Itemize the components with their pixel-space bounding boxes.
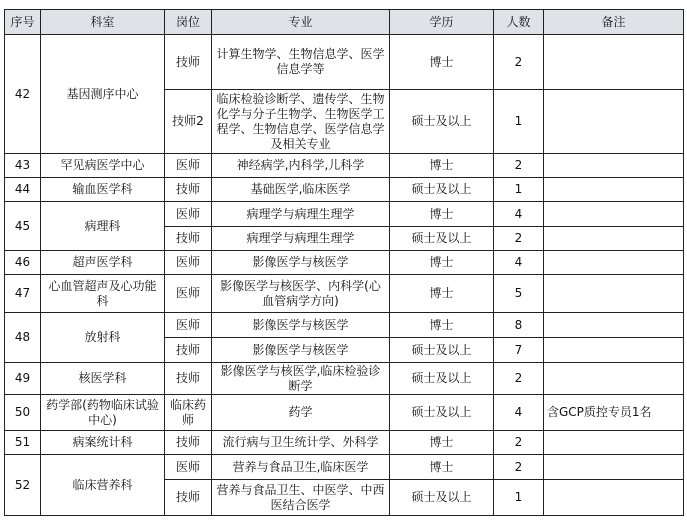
table-row <box>5 313 684 338</box>
major-cell: 影像医学与核医学,临床检验诊断学 <box>212 363 390 395</box>
post-cell: 医师 <box>165 275 212 313</box>
count-cell: 1 <box>494 90 544 154</box>
table-row <box>5 202 684 227</box>
edu-cell: 博士 <box>390 251 494 275</box>
header-post: 岗位 <box>165 10 212 35</box>
edu-cell: 博士 <box>390 455 494 480</box>
major-cell: 药学 <box>212 395 390 431</box>
count-cell: 4 <box>494 202 544 227</box>
count-cell: 2 <box>494 431 544 455</box>
major-cell: 基础医学,临床医学 <box>212 178 390 202</box>
count-cell: 1 <box>494 480 544 516</box>
dept-cell: 病案统计科 <box>41 431 165 455</box>
header-edu: 学历 <box>390 10 494 35</box>
count-cell: 2 <box>494 154 544 178</box>
dept-cell: 基因测序中心 <box>41 35 165 154</box>
dept-cell: 罕见病医学中心 <box>41 154 165 178</box>
dept-cell: 输血医学科 <box>41 178 165 202</box>
post-cell: 技师2 <box>165 90 212 154</box>
edu-cell: 博士 <box>390 202 494 227</box>
row-no-cell: 47 <box>5 275 41 313</box>
count-cell: 5 <box>494 275 544 313</box>
row-no-cell: 44 <box>5 178 41 202</box>
table-row <box>5 431 684 455</box>
post-cell: 技师 <box>165 227 212 251</box>
post-cell: 医师 <box>165 313 212 338</box>
count-cell: 2 <box>494 363 544 395</box>
major-cell: 营养与食品卫生,临床医学 <box>212 455 390 480</box>
note-cell <box>544 275 684 313</box>
note-cell <box>544 455 684 480</box>
edu-cell: 博士 <box>390 35 494 90</box>
row-no-cell: 46 <box>5 251 41 275</box>
dept-cell: 心血管超声及心功能科 <box>41 275 165 313</box>
row-no-cell: 51 <box>5 431 41 455</box>
row-no-cell: 52 <box>5 455 41 516</box>
header-dept: 科室 <box>41 10 165 35</box>
note-cell <box>544 35 684 90</box>
count-cell: 4 <box>494 395 544 431</box>
table-row <box>5 455 684 480</box>
edu-cell: 博士 <box>390 431 494 455</box>
dept-cell: 病理科 <box>41 202 165 251</box>
recruitment-table <box>4 9 684 516</box>
note-cell: 含GCP质控专员1名 <box>544 395 684 431</box>
major-cell: 神经病学,内科学,儿科学 <box>212 154 390 178</box>
major-cell: 影像医学与核医学 <box>212 313 390 338</box>
edu-cell: 硕士及以上 <box>390 338 494 363</box>
edu-cell: 硕士及以上 <box>390 480 494 516</box>
post-cell: 临床药师 <box>165 395 212 431</box>
table-row <box>5 251 684 275</box>
dept-cell: 药学部(药物临床试验中心) <box>41 395 165 431</box>
post-cell: 医师 <box>165 455 212 480</box>
dept-cell: 超声医学科 <box>41 251 165 275</box>
edu-cell: 硕士及以上 <box>390 227 494 251</box>
header-count: 人数 <box>494 10 544 35</box>
table-row <box>5 178 684 202</box>
dept-cell: 核医学科 <box>41 363 165 395</box>
header-no: 序号 <box>5 10 41 35</box>
major-cell: 影像医学与核医学、内科学(心血管病学方向) <box>212 275 390 313</box>
table-row <box>5 275 684 313</box>
count-cell: 2 <box>494 455 544 480</box>
edu-cell: 博士 <box>390 275 494 313</box>
edu-cell: 博士 <box>390 313 494 338</box>
post-cell: 技师 <box>165 480 212 516</box>
count-cell: 4 <box>494 251 544 275</box>
major-cell: 病理学与病理生理学 <box>212 227 390 251</box>
major-cell: 临床检验诊断学、遗传学、生物化学与分子生物学、生物医学工程学、生物信息学、医学信息学及相关专业 <box>212 90 390 154</box>
edu-cell: 硕士及以上 <box>390 178 494 202</box>
header-row <box>5 10 684 35</box>
note-cell <box>544 363 684 395</box>
row-no-cell: 45 <box>5 202 41 251</box>
row-no-cell: 42 <box>5 35 41 154</box>
row-no-cell: 48 <box>5 313 41 363</box>
header-major: 专业 <box>212 10 390 35</box>
major-cell: 影像医学与核医学 <box>212 251 390 275</box>
major-cell: 营养与食品卫生、中医学、中西医结合医学 <box>212 480 390 516</box>
count-cell: 1 <box>494 178 544 202</box>
row-no-cell: 50 <box>5 395 41 431</box>
table-row <box>5 363 684 395</box>
edu-cell: 硕士及以上 <box>390 90 494 154</box>
recruitment-table-container <box>4 9 684 516</box>
dept-cell: 放射科 <box>41 313 165 363</box>
note-cell <box>544 313 684 338</box>
note-cell <box>544 178 684 202</box>
table-row <box>5 154 684 178</box>
note-cell <box>544 251 684 275</box>
post-cell: 技师 <box>165 431 212 455</box>
table-row <box>5 395 684 431</box>
note-cell <box>544 338 684 363</box>
major-cell: 计算生物学、生物信息学、医学信息学等 <box>212 35 390 90</box>
row-no-cell: 43 <box>5 154 41 178</box>
edu-cell: 博士 <box>390 154 494 178</box>
count-cell: 2 <box>494 227 544 251</box>
note-cell <box>544 202 684 227</box>
post-cell: 技师 <box>165 178 212 202</box>
post-cell: 技师 <box>165 363 212 395</box>
row-no-cell: 49 <box>5 363 41 395</box>
count-cell: 8 <box>494 313 544 338</box>
edu-cell: 硕士及以上 <box>390 395 494 431</box>
note-cell <box>544 227 684 251</box>
post-cell: 技师 <box>165 35 212 90</box>
post-cell: 医师 <box>165 202 212 227</box>
edu-cell: 硕士及以上 <box>390 363 494 395</box>
note-cell <box>544 431 684 455</box>
post-cell: 技师 <box>165 338 212 363</box>
note-cell <box>544 90 684 154</box>
post-cell: 医师 <box>165 154 212 178</box>
major-cell: 流行病与卫生统计学、外科学 <box>212 431 390 455</box>
dept-cell: 临床营养科 <box>41 455 165 516</box>
post-cell: 医师 <box>165 251 212 275</box>
header-note: 备注 <box>544 10 684 35</box>
major-cell: 病理学与病理生理学 <box>212 202 390 227</box>
note-cell <box>544 480 684 516</box>
count-cell: 7 <box>494 338 544 363</box>
note-cell <box>544 154 684 178</box>
table-row <box>5 35 684 90</box>
major-cell: 影像医学与核医学 <box>212 338 390 363</box>
count-cell: 2 <box>494 35 544 90</box>
